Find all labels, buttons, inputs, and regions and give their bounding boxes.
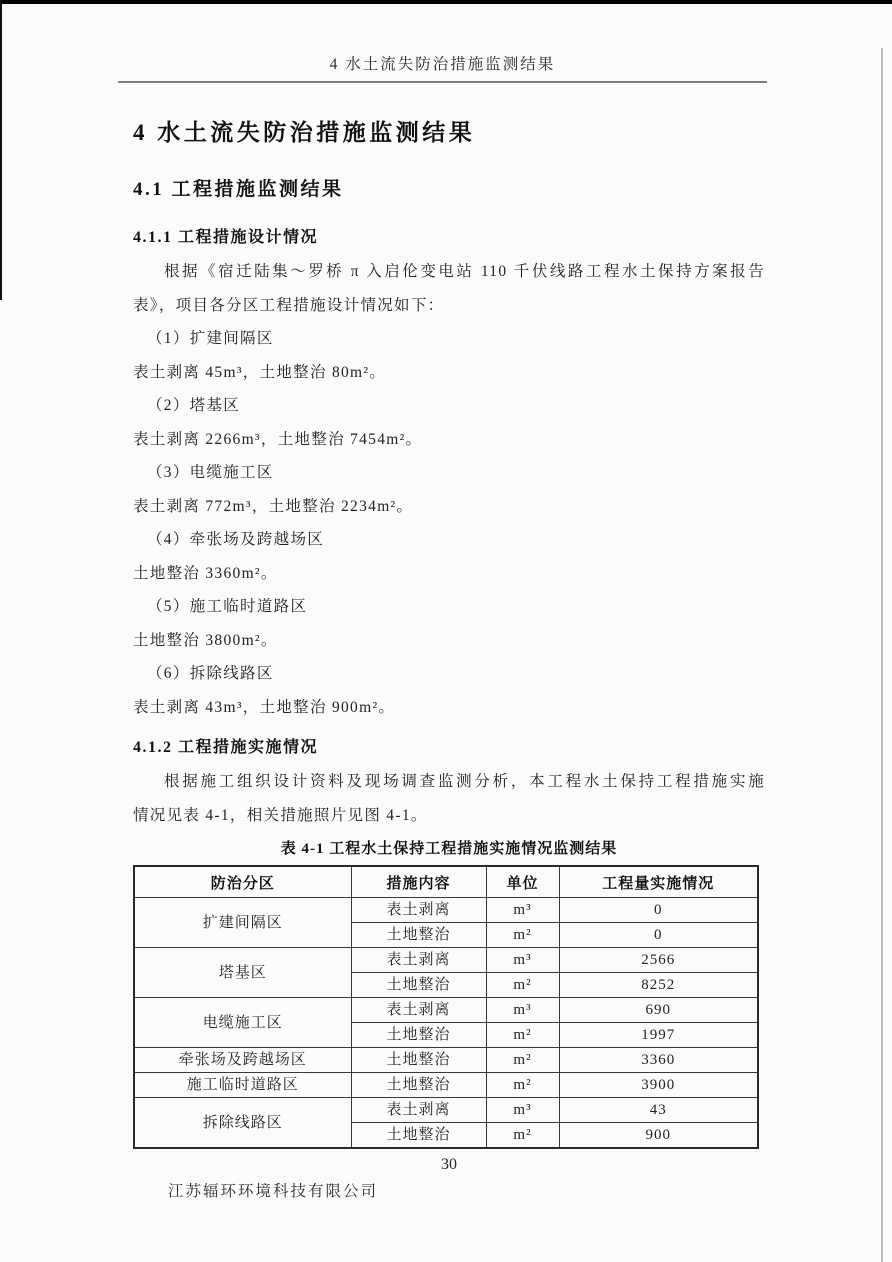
measure-cell: 土地整治 xyxy=(351,923,486,948)
item-title: （4）牵张场及跨越场区 xyxy=(147,531,325,548)
measure-cell: 土地整治 xyxy=(351,1123,486,1149)
col-header-unit: 单位 xyxy=(486,866,559,898)
item-detail: 表土剥离 772m³，土地整治 2234m²。 xyxy=(133,497,414,515)
running-header: 4 水土流失防治措施监测结果 xyxy=(118,52,767,83)
item-title: （5）施工临时道路区 xyxy=(147,598,308,615)
unit-cell: m² xyxy=(486,973,559,998)
design-item-5 xyxy=(133,590,765,657)
item-detail: 表土剥离 45m³，土地整治 80m²。 xyxy=(133,363,387,381)
scan-left-edge xyxy=(0,0,2,300)
value-cell: 3900 xyxy=(559,1073,758,1098)
zone-cell: 拆除线路区 xyxy=(134,1098,351,1149)
design-item-6 xyxy=(133,657,765,724)
table-header-row xyxy=(134,866,758,898)
zone-cell: 牵张场及跨越场区 xyxy=(134,1048,351,1073)
measure-cell: 表土剥离 xyxy=(351,1098,486,1123)
item-title: （1）扩建间隔区 xyxy=(147,330,274,347)
value-cell: 1997 xyxy=(559,1023,758,1048)
table-row xyxy=(134,898,758,923)
table-row xyxy=(134,998,758,1023)
measure-cell: 土地整治 xyxy=(351,1073,486,1098)
value-cell: 2566 xyxy=(559,948,758,973)
item-detail: 土地整治 3800m²。 xyxy=(133,631,278,649)
col-header-zone: 防治分区 xyxy=(134,866,351,898)
paragraph-line: 情况见表 4-1，相关措施照片见图 4-1。 xyxy=(133,806,428,824)
design-item-2 xyxy=(133,389,765,456)
measure-cell: 表土剥离 xyxy=(351,898,486,923)
measure-cell: 土地整治 xyxy=(351,1048,486,1073)
value-cell: 3360 xyxy=(559,1048,758,1073)
item-title: （2）塔基区 xyxy=(147,397,241,414)
zone-cell: 施工临时道路区 xyxy=(134,1073,351,1098)
chapter-heading: 4 水土流失防治措施监测结果 xyxy=(133,120,476,145)
unit-cell: m² xyxy=(486,923,559,948)
table-row xyxy=(134,1048,758,1073)
item-title: （6）拆除线路区 xyxy=(147,665,274,682)
unit-cell: m² xyxy=(486,1123,559,1149)
value-cell: 8252 xyxy=(559,973,758,998)
value-cell: 690 xyxy=(559,998,758,1023)
design-item-4 xyxy=(133,523,765,590)
table-row xyxy=(134,1098,758,1123)
value-cell: 0 xyxy=(559,898,758,923)
design-intro-paragraph xyxy=(133,255,765,322)
col-header-measure: 措施内容 xyxy=(351,866,486,898)
col-header-quantity: 工程量实施情况 xyxy=(559,866,758,898)
design-item-3 xyxy=(133,456,765,523)
measure-cell: 表土剥离 xyxy=(351,948,486,973)
table-row xyxy=(134,948,758,973)
item-detail: 表土剥离 43m³，土地整治 900m²。 xyxy=(133,698,396,716)
unit-cell: m² xyxy=(486,1048,559,1073)
value-cell: 900 xyxy=(559,1123,758,1149)
unit-cell: m³ xyxy=(486,948,559,973)
item-title: （3）电缆施工区 xyxy=(147,464,274,481)
value-cell: 0 xyxy=(559,923,758,948)
unit-cell: m³ xyxy=(486,998,559,1023)
design-item-1 xyxy=(133,322,765,389)
page-number: 30 xyxy=(441,1156,457,1173)
scan-right-edge xyxy=(881,48,883,1262)
zone-cell: 电缆施工区 xyxy=(134,998,351,1048)
table-row xyxy=(134,1073,758,1098)
item-detail: 土地整治 3360m²。 xyxy=(133,564,278,582)
unit-cell: m² xyxy=(486,1073,559,1098)
value-cell: 43 xyxy=(559,1098,758,1123)
section-heading: 4.1 工程措施监测结果 xyxy=(133,179,344,200)
measure-cell: 表土剥离 xyxy=(351,998,486,1023)
measure-cell: 土地整治 xyxy=(351,1023,486,1048)
zone-cell: 塔基区 xyxy=(134,948,351,998)
measures-table xyxy=(133,865,759,1149)
measure-cell: 土地整治 xyxy=(351,973,486,998)
page-content xyxy=(133,0,765,1201)
paragraph-line: 表》，项目各分区工程措施设计情况如下： xyxy=(133,296,445,314)
item-detail: 表土剥离 2266m³，土地整治 7454m²。 xyxy=(133,430,423,448)
table-caption: 表 4-1 工程水土保持工程措施实施情况监测结果 xyxy=(280,841,618,857)
paragraph-line: 根据《宿迁陆集～罗桥 π 入启伦变电站 110 千伏线路工程水土保持方案报告 xyxy=(164,263,765,280)
implementation-intro-paragraph xyxy=(133,765,765,832)
footer-company: 江苏辐环环境科技有限公司 xyxy=(168,1183,379,1200)
unit-cell: m³ xyxy=(486,898,559,923)
zone-cell: 扩建间隔区 xyxy=(134,898,351,948)
unit-cell: m² xyxy=(486,1023,559,1048)
subsection-heading-implementation: 4.1.2 工程措施实施情况 xyxy=(133,739,319,756)
subsection-heading-design: 4.1.1 工程措施设计情况 xyxy=(133,229,319,246)
paragraph-line: 根据施工组织设计资料及现场调查监测分析，本工程水土保持工程措施实施 xyxy=(164,773,765,790)
unit-cell: m³ xyxy=(486,1098,559,1123)
